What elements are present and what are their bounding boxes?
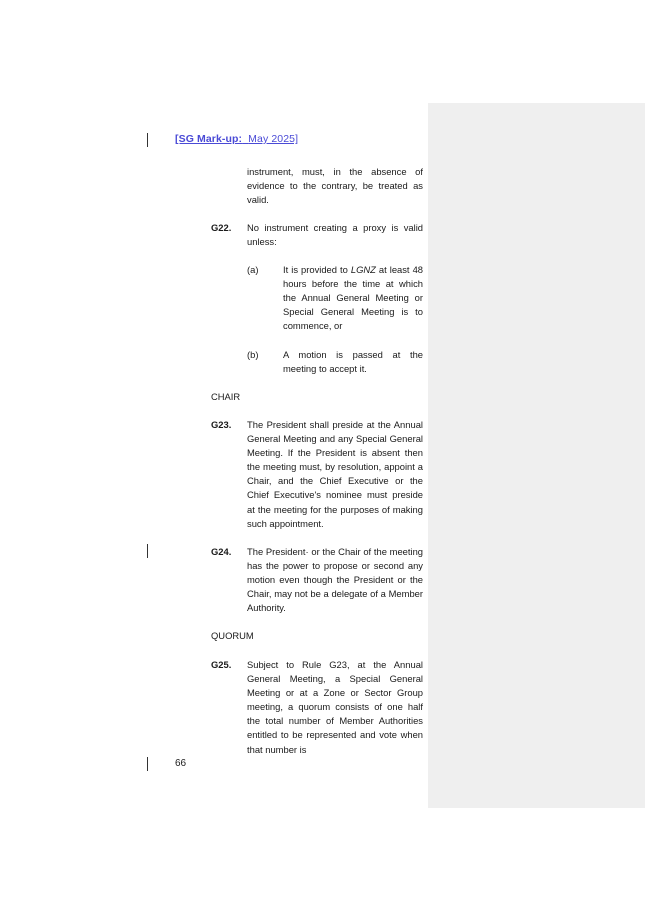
section-heading-quorum: QUORUM (211, 630, 254, 641)
rule-text-g23: The President shall preside at the Annual General Meeting and any Special General Meeting. If the President is absent then the meeting must, by resolution, appoint a Chair, and the Chief Executive or the Chief Executive's nominee must preside at the meeting for the purposes of making such appointment. (247, 419, 423, 529)
markup-date: May 2025] (248, 133, 299, 145)
rule-number-g22: G22. (211, 222, 232, 233)
markup-header (175, 133, 298, 145)
subitem-text-a (283, 263, 423, 333)
rule-text-g22: No instrument creating a proxy is valid unless: (247, 222, 423, 248)
subitem-a-post: at least 48 hours before the time at which the Annual General Meeting or Special General Meeting is to commence, or (283, 264, 423, 332)
subitem-a-emph: LGNZ (350, 264, 376, 275)
markup-label: [SG Mark-up: (175, 133, 243, 145)
rule-number-g25: G25. (211, 659, 232, 670)
rule-number-g23: G23. (211, 419, 232, 430)
section-heading-chair: CHAIR (211, 391, 241, 402)
subitem-text-b: A motion is passed at the meeting to accept it. (283, 349, 423, 375)
subitem-a-pre: It is provided to (283, 264, 351, 275)
page-number: 66 (175, 758, 187, 769)
change-bar-header (147, 133, 148, 147)
comment-margin-pane (428, 103, 645, 808)
rule-text-g24: The President· or the Chair of the meeting has the power to propose or second any motion even though the President or the Chair, may not be a delegate of a Member Authority. (247, 546, 423, 614)
subitem-label-a: (a) (247, 264, 259, 275)
subitem-label-b: (b) (247, 349, 259, 360)
change-bar-footer (147, 757, 148, 771)
continuation-paragraph: instrument, must, in the absence of evidence to the contrary, be treated as valid. (247, 166, 423, 206)
rule-number-g24: G24. (211, 546, 232, 557)
rule-text-g25: Subject to Rule G23, at the Annual General Meeting, a Special General Meeting or at a Zone or Sector Group meeting, a quorum consists of one half the total number of Member Authorities entitled to be represented and vote when that number is (247, 659, 423, 755)
change-bar-g24 (147, 544, 148, 558)
